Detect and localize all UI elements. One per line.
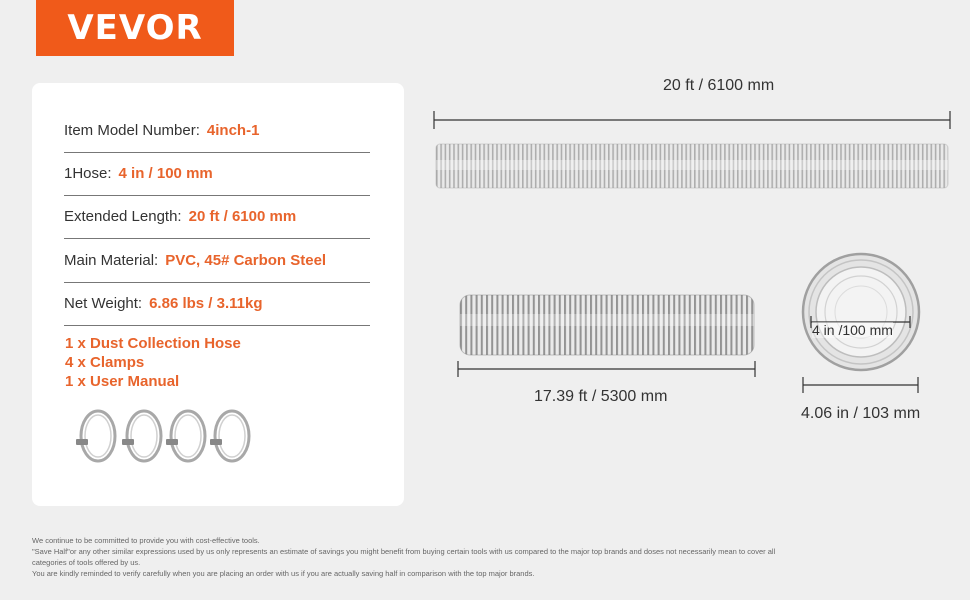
- disclaimer-line: You are kindly reminded to verify carefully when you are placing an order with us if you are actually saving half in comparison with the top major brands.: [32, 569, 535, 578]
- disclaimer-text: [32, 535, 937, 579]
- logo-text: VEVOR: [67, 8, 203, 48]
- outer-diameter-label: 4.06 in / 103 mm: [801, 405, 921, 422]
- spec-row-material: [64, 238, 370, 283]
- package-item: 1 x User Manual: [65, 373, 180, 390]
- clamp-icon: [171, 411, 205, 461]
- inner-diameter-label: 4 in /100 mm: [812, 322, 893, 338]
- spec-label: Item Model Number:: [64, 121, 200, 139]
- spec-row-hose: [64, 151, 370, 196]
- package-item: 4 x Clamps: [65, 354, 145, 371]
- spec-label: 1Hose:: [64, 164, 112, 182]
- spec-value: 20 ft / 6100 mm: [188, 207, 297, 225]
- compressed-hose-image: [455, 290, 760, 380]
- spec-label: Net Weight:: [64, 294, 143, 312]
- disclaimer-line: categories of tools offered by us.: [32, 558, 141, 567]
- extended-hose-image: [430, 108, 955, 198]
- spec-value: 6.86 lbs / 3.11kg: [149, 294, 263, 312]
- compressed-length-label: 17.39 ft / 5300 mm: [534, 388, 668, 405]
- spec-row-model: [64, 108, 370, 153]
- disclaimer-line: "Save Half"or any other similar expressions used by us only represents an estimate of savings you might benefit from buying certain tools with us compared to the major top brands and doses not necessarily mean to cover all: [32, 547, 776, 556]
- vevor-logo: [36, 0, 234, 56]
- spec-value: 4inch-1: [206, 121, 260, 139]
- clamps-image: [68, 406, 278, 466]
- spec-label: Main Material:: [64, 251, 159, 269]
- clamp-icon: [81, 411, 115, 461]
- package-list: [65, 334, 241, 391]
- disclaimer-line: We continue to be committed to provide you with cost-effective tools.: [32, 536, 260, 545]
- spec-row-length: [64, 194, 370, 239]
- package-item: 1 x Dust Collection Hose: [65, 335, 241, 352]
- spec-row-weight: [64, 281, 370, 326]
- clamp-icon: [215, 411, 249, 461]
- spec-card: [32, 83, 404, 506]
- spec-value: 4 in / 100 mm: [118, 164, 213, 182]
- extended-length-label: 20 ft / 6100 mm: [663, 77, 775, 94]
- spec-value: PVC, 45# Carbon Steel: [165, 251, 327, 269]
- clamp-icon: [127, 411, 161, 461]
- spec-label: Extended Length:: [64, 207, 182, 225]
